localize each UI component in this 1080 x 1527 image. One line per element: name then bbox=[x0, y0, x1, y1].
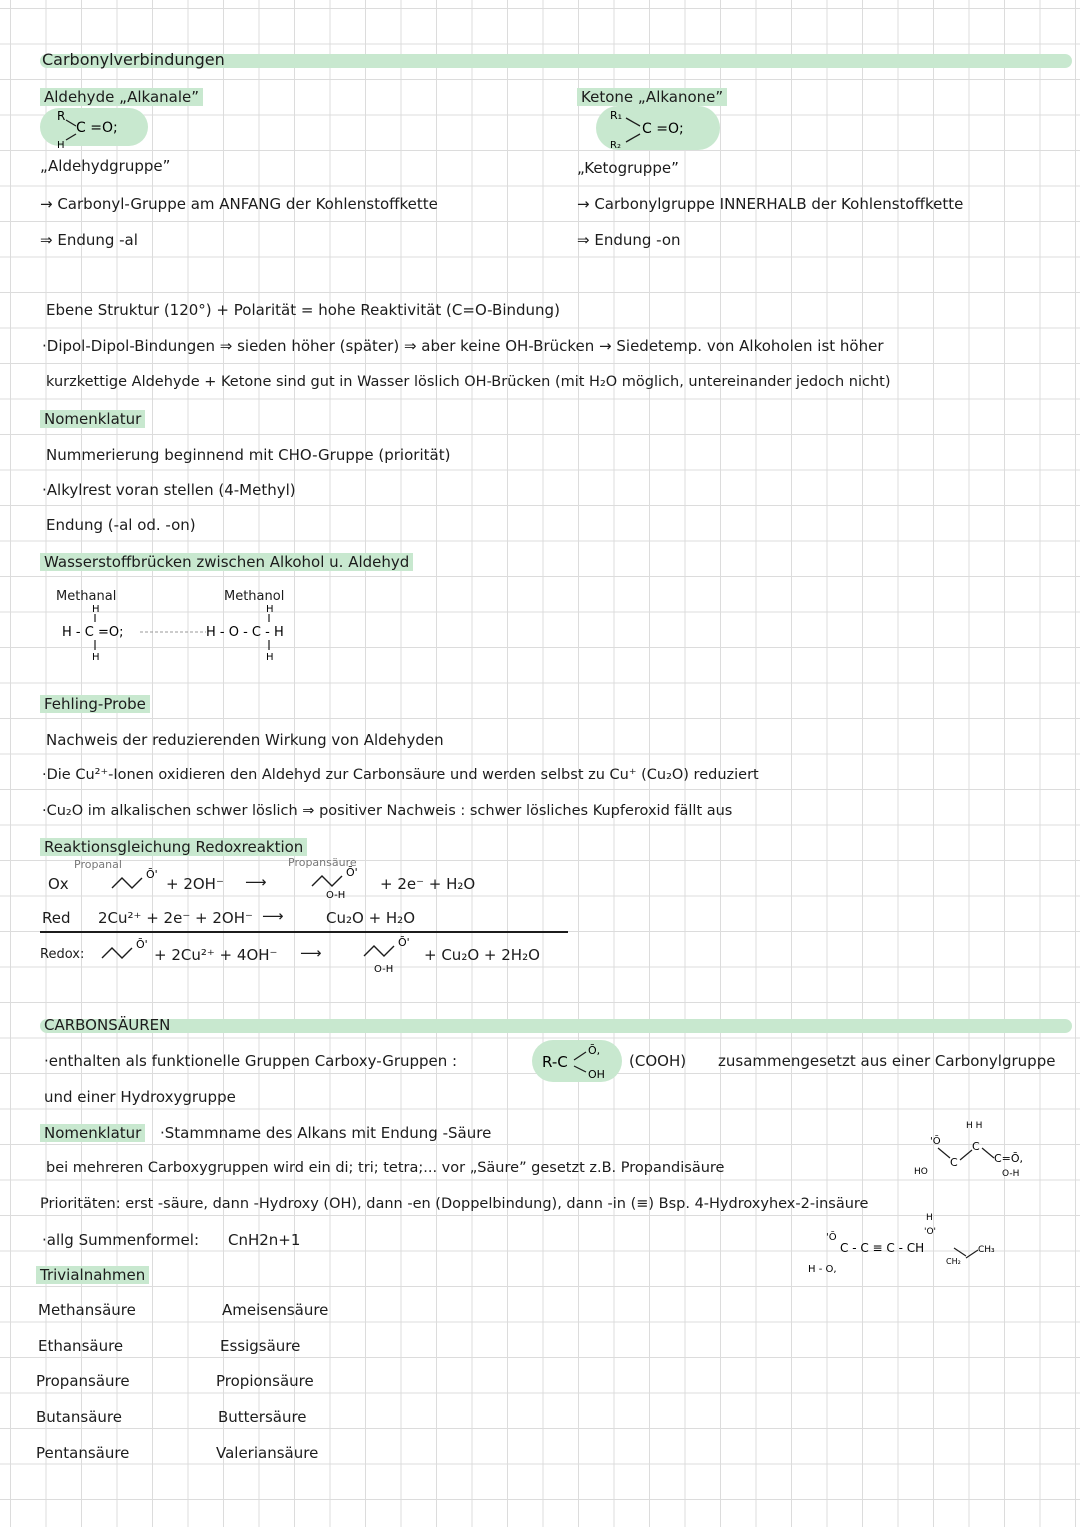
red-right: Cu₂O + H₂O bbox=[326, 909, 416, 927]
carboxy-group-structure bbox=[532, 1036, 624, 1086]
trivial-name-3: Buttersäure bbox=[218, 1408, 307, 1426]
svg-text:'Ō: 'Ō bbox=[930, 1136, 941, 1147]
svg-text:H: H bbox=[92, 652, 100, 663]
svg-text:C: C bbox=[950, 1156, 958, 1169]
svg-text:H - C =O;: H - C =O; bbox=[62, 625, 124, 640]
formula-value: CnH2n+1 bbox=[228, 1231, 301, 1249]
properties-line-3: kurzkettige Aldehyde + Ketone sind gut in Wasser löslich OH-Brücken (mit H₂O möglich, untereinander jedoch nicht) bbox=[46, 374, 891, 390]
svg-text:O-H: O-H bbox=[1002, 1169, 1020, 1179]
svg-text:'O': 'O' bbox=[924, 1227, 937, 1237]
carbon-highlight bbox=[40, 1019, 1072, 1033]
trivial-systematic-2: Propansäure bbox=[36, 1372, 130, 1390]
fehling-line-2: ·Die Cu²⁺-Ionen oxidieren den Aldehyd zur Carbonsäure und werden selbst zu Cu⁺ (Cu₂O) reduziert bbox=[42, 767, 759, 783]
methanal-label: Methanal bbox=[56, 589, 117, 604]
svg-text:C=Ō,: C=Ō, bbox=[994, 1152, 1024, 1165]
ketone-line2: ⇒ Endung -on bbox=[577, 231, 681, 249]
ox-right: + 2e⁻ + H₂O bbox=[380, 875, 476, 893]
red-left: 2Cu²⁺ + 2e⁻ + 2OH⁻ bbox=[98, 909, 253, 927]
trivial-name-1: Essigsäure bbox=[220, 1337, 301, 1355]
ox-arrow: ⟶ bbox=[245, 873, 267, 891]
equation-divider bbox=[40, 931, 568, 933]
carbon-line2: und einer Hydroxygruppe bbox=[44, 1088, 236, 1106]
svg-text:C: C bbox=[972, 1140, 980, 1153]
ox-product-structure bbox=[310, 864, 370, 900]
carbon-line3: bei mehreren Carboxygruppen wird ein di; tri; tetra;... vor „Säure” gesetzt z.B. Propandisäure bbox=[46, 1160, 725, 1176]
trivial-name-0: Ameisensäure bbox=[222, 1301, 329, 1319]
aldehyde-heading: Aldehyde „Alkanale” bbox=[40, 88, 203, 106]
trivial-heading: Trivialnahmen bbox=[36, 1266, 149, 1284]
propansaeure-label: Propansäure bbox=[288, 856, 357, 869]
ox-label: Ox bbox=[48, 875, 69, 893]
svg-text:Ō': Ō' bbox=[136, 938, 148, 951]
page-title: Carbonylverbindungen bbox=[42, 50, 225, 69]
svg-text:H: H bbox=[57, 140, 65, 150]
aldehyde-structure bbox=[40, 106, 150, 150]
svg-text:O-H: O-H bbox=[326, 890, 346, 900]
carbon-nomenclature-line: ·Stammname des Alkans mit Endung -Säure bbox=[160, 1124, 492, 1142]
propandisaeure-structure bbox=[908, 1114, 1040, 1180]
ox-left: + 2OH⁻ bbox=[166, 875, 224, 893]
methanol-label: Methanol bbox=[224, 589, 285, 604]
aldehyde-group-name: „Aldehydgruppe” bbox=[40, 157, 171, 175]
svg-text:R₁: R₁ bbox=[610, 109, 623, 122]
propanal-label: Propanal bbox=[74, 858, 122, 871]
svg-text:C =O;: C =O; bbox=[642, 121, 684, 137]
redox-product-structure bbox=[362, 934, 422, 976]
svg-text:C =O;: C =O; bbox=[76, 120, 118, 136]
hydroxyhexinsaeure-structure bbox=[806, 1210, 1006, 1280]
ketone-structure bbox=[596, 104, 724, 152]
aldehyde-line1: → Carbonyl-Gruppe am ANFANG der Kohlenstoffkette bbox=[40, 195, 438, 213]
hbond-heading: Wasserstoffbrücken zwischen Alkohol u. Aldehyd bbox=[40, 553, 413, 571]
svg-text:Ō': Ō' bbox=[398, 936, 410, 949]
fehling-line-1: Nachweis der reduzierenden Wirkung von Aldehyden bbox=[46, 731, 444, 749]
nomenclature-line-2: ·Alkylrest voran stellen (4-Methyl) bbox=[42, 481, 296, 499]
svg-text:H - O,: H - O, bbox=[808, 1264, 837, 1275]
carbon-line1b: zusammengesetzt aus einer Carbonylgruppe bbox=[718, 1052, 1056, 1070]
nomenclature-heading: Nomenklatur bbox=[40, 410, 145, 428]
formula-label: ·allg Summenformel: bbox=[42, 1231, 199, 1249]
trivial-systematic-3: Butansäure bbox=[36, 1408, 122, 1426]
svg-text:CH₃: CH₃ bbox=[978, 1245, 995, 1255]
redox-left: + 2Cu²⁺ + 4OH⁻ bbox=[154, 946, 278, 964]
svg-text:'Ō: 'Ō bbox=[826, 1232, 837, 1243]
svg-text:H: H bbox=[92, 604, 100, 615]
trivial-systematic-0: Methansäure bbox=[38, 1301, 136, 1319]
fehling-heading: Fehling-Probe bbox=[40, 695, 150, 713]
properties-line-1: Ebene Struktur (120°) + Polarität = hohe Reaktivität (C=O-Bindung) bbox=[46, 301, 560, 319]
carbon-heading: CARBONSÄUREN bbox=[44, 1016, 171, 1034]
cooh-label: (COOH) bbox=[629, 1052, 687, 1070]
ketone-group-name: „Ketogruppe” bbox=[577, 159, 679, 177]
red-arrow: ⟶ bbox=[262, 907, 284, 925]
svg-text:H: H bbox=[266, 604, 274, 615]
ketone-heading: Ketone „Alkanone” bbox=[577, 88, 727, 106]
aldehyde-line2: ⇒ Endung -al bbox=[40, 231, 138, 249]
fehling-line-3: ·Cu₂O im alkalischen schwer löslich ⇒ positiver Nachweis : schwer lösliches Kupferoxid fällt aus bbox=[42, 803, 733, 819]
svg-text:H - O - C - H: H - O - C - H bbox=[206, 625, 284, 640]
ox-reactant-structure bbox=[110, 866, 174, 896]
trivial-name-4: Valeriansäure bbox=[216, 1444, 319, 1462]
svg-text:HO: HO bbox=[914, 1167, 928, 1177]
svg-text:C - C ≡ C - CH: C - C ≡ C - CH bbox=[840, 1241, 925, 1255]
svg-text:H H: H H bbox=[966, 1121, 983, 1131]
svg-text:Ō': Ō' bbox=[146, 868, 158, 881]
nomenclature-line-3: Endung (-al od. -on) bbox=[46, 516, 196, 534]
redox-label: Redox: bbox=[40, 947, 85, 962]
svg-text:Ō': Ō' bbox=[346, 866, 358, 879]
trivial-systematic-4: Pentansäure bbox=[36, 1444, 130, 1462]
trivial-systematic-1: Ethansäure bbox=[38, 1337, 124, 1355]
reaction-heading: Reaktionsgleichung Redoxreaktion bbox=[40, 838, 307, 856]
trivial-name-2: Propionsäure bbox=[216, 1372, 314, 1390]
svg-text:H: H bbox=[926, 1213, 933, 1223]
carbon-line1: ·enthalten als funktionelle Gruppen Carboxy-Gruppen : bbox=[44, 1052, 458, 1070]
svg-text:OH: OH bbox=[588, 1068, 605, 1081]
svg-text:O-H: O-H bbox=[374, 964, 394, 975]
carbon-line4: Prioritäten: erst -säure, dann -Hydroxy (OH), dann -en (Doppelbindung), dann -in (≡) Bsp. 4-Hydroxyhex-2-insäure bbox=[40, 1196, 869, 1212]
carbon-nomenclature-heading: Nomenklatur bbox=[40, 1124, 145, 1142]
svg-text:R-C: R-C bbox=[542, 1053, 568, 1071]
svg-text:R₂: R₂ bbox=[610, 140, 621, 151]
hbond-structures bbox=[56, 600, 316, 666]
red-label: Red bbox=[42, 909, 71, 927]
redox-arrow: ⟶ bbox=[300, 944, 322, 962]
nomenclature-line-1: Nummerierung beginnend mit CHO-Gruppe (priorität) bbox=[46, 446, 451, 464]
svg-text:H: H bbox=[266, 652, 274, 663]
svg-text:R: R bbox=[57, 109, 66, 123]
svg-text:Ō,: Ō, bbox=[588, 1044, 601, 1057]
properties-line-2: ·Dipol-Dipol-Bindungen ⇒ sieden höher (später) ⇒ aber keine OH-Brücken → Siedetemp. von Alkoholen ist höher bbox=[42, 337, 884, 355]
svg-text:CH₂: CH₂ bbox=[946, 1257, 961, 1266]
redox-right: + Cu₂O + 2H₂O bbox=[424, 946, 540, 964]
ketone-line1: → Carbonylgruppe INNERHALB der Kohlenstoffkette bbox=[577, 195, 964, 213]
